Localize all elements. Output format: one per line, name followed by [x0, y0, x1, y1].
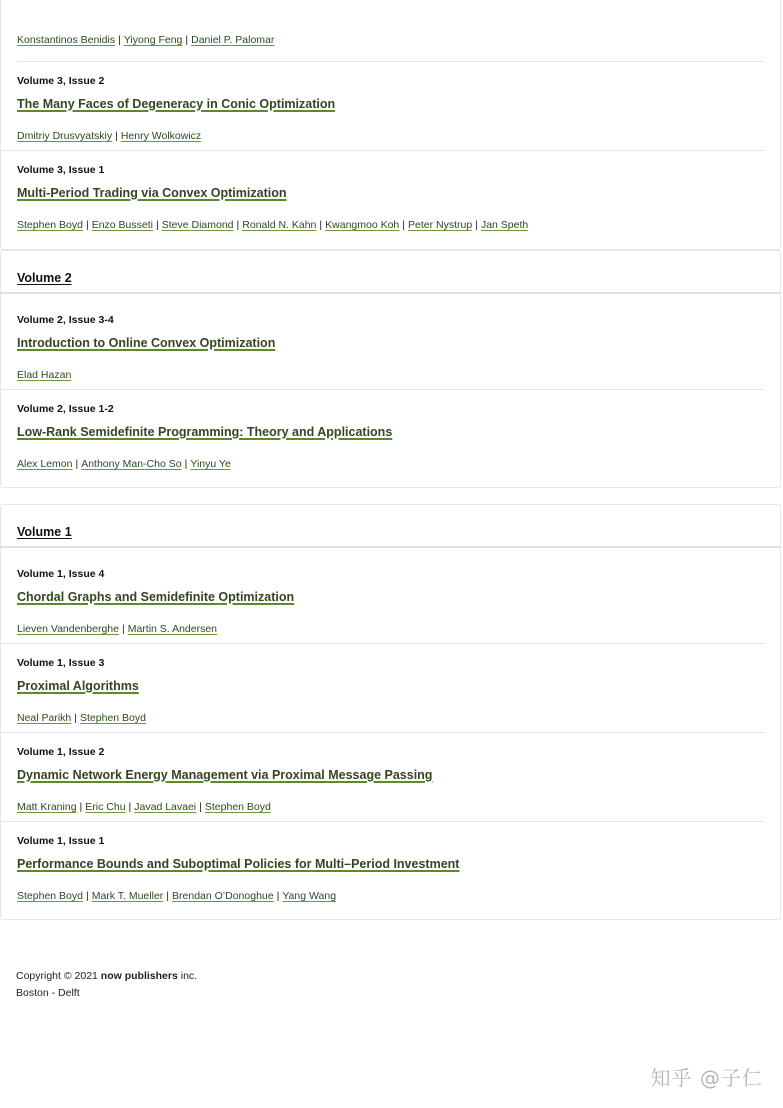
- author-link[interactable]: Stephen Boyd: [17, 219, 83, 231]
- copyright-prefix: Copyright © 2021: [16, 970, 101, 982]
- author-link[interactable]: Stephen Boyd: [17, 890, 83, 902]
- author-list: Neal Parikh | Stephen Boyd: [17, 712, 146, 724]
- author-link[interactable]: Peter Nystrup: [408, 219, 473, 231]
- author-link[interactable]: Ronald N. Kahn: [242, 219, 317, 231]
- author-list: Lieven Vandenberghe | Martin S. Andersen: [17, 623, 218, 635]
- article-title-link[interactable]: Dynamic Network Energy Management via Proximal Message Passing: [17, 768, 433, 782]
- publisher-name: now publishers: [100, 970, 178, 982]
- author-link[interactable]: Enzo Busseti: [91, 219, 153, 231]
- location-line: Boston - Delft: [16, 987, 80, 999]
- article-entry: [1, 151, 764, 240]
- author-link[interactable]: Alex Lemon: [17, 458, 73, 470]
- author-link[interactable]: Kwangmoo Koh: [325, 219, 400, 231]
- author-link[interactable]: Konstantinos Benidis: [17, 34, 116, 46]
- article-entry: [1, 390, 764, 479]
- article-title-link[interactable]: Low-Rank Semidefinite Programming: Theory and Applications: [17, 425, 393, 439]
- volume-header: [1, 505, 780, 548]
- author-link[interactable]: Yiyong Feng: [123, 34, 183, 46]
- volume-3-card: [0, 0, 781, 250]
- author-list: Alex Lemon | Anthony Man-Cho So | Yinyu Ye: [17, 458, 231, 470]
- author-list: Dmitriy Drusvyatskiy | Henry Wolkowicz: [17, 130, 202, 142]
- article-entry: [1, 555, 764, 644]
- copyright-suffix: inc.: [177, 970, 198, 982]
- copyright-line: [16, 968, 197, 985]
- issue-label: Volume 3, Issue 1: [17, 164, 105, 176]
- top-authors: Konstantinos Benidis | Yiyong Feng | Daniel P. Palomar: [17, 34, 275, 46]
- author-link[interactable]: Yinyu Ye: [190, 458, 231, 470]
- author-link[interactable]: Steve Diamond: [161, 219, 234, 231]
- article-title-link[interactable]: Introduction to Online Convex Optimization: [17, 336, 276, 350]
- article-title-link[interactable]: Multi-Period Trading via Convex Optimization: [17, 186, 287, 200]
- author-link[interactable]: Martin S. Andersen: [127, 623, 218, 635]
- volume-1-link[interactable]: Volume 1: [17, 525, 72, 539]
- article-title-link[interactable]: Proximal Algorithms: [17, 679, 139, 693]
- author-link[interactable]: Stephen Boyd: [204, 801, 271, 813]
- issue-label: Volume 2, Issue 1-2: [17, 403, 114, 415]
- author-link[interactable]: Matt Kraning: [17, 801, 77, 813]
- author-link[interactable]: Dmitriy Drusvyatskiy: [17, 130, 113, 142]
- author-list: Matt Kraning | Eric Chu | Javad Lavaei | Stephen Boyd: [17, 801, 271, 813]
- article-entry: [1, 822, 764, 911]
- author-link[interactable]: Daniel P. Palomar: [191, 34, 275, 46]
- issue-label: Volume 2, Issue 3-4: [17, 314, 114, 326]
- article-entry: [1, 733, 764, 822]
- author-link[interactable]: Jan Speth: [480, 219, 529, 231]
- volume-2-link[interactable]: Volume 2: [17, 271, 72, 285]
- article-title-link[interactable]: The Many Faces of Degeneracy in Conic Optimization: [17, 97, 336, 111]
- article-entry: [1, 644, 764, 733]
- issue-label: Volume 1, Issue 4: [17, 568, 105, 580]
- article-entry: [1, 301, 764, 390]
- volume-header: [1, 251, 780, 294]
- article-entry: [1, 62, 764, 151]
- issue-label: Volume 3, Issue 2: [17, 75, 105, 87]
- volume-2-card: [0, 250, 781, 488]
- author-list: [17, 369, 71, 381]
- author-link[interactable]: Stephen Boyd: [80, 712, 146, 724]
- author-link[interactable]: Lieven Vandenberghe: [17, 623, 119, 635]
- author-link[interactable]: Elad Hazan: [17, 369, 72, 381]
- author-list: Stephen Boyd | Mark T. Mueller | Brendan O’Donoghue | Yang Wang: [17, 890, 337, 902]
- author-link[interactable]: Neal Parikh: [17, 712, 72, 724]
- author-link[interactable]: Eric Chu: [85, 801, 126, 813]
- watermark: 知乎 @子仁: [650, 1066, 763, 1090]
- author-link[interactable]: Yang Wang: [282, 890, 337, 902]
- author-link[interactable]: Brendan O’Donoghue: [172, 890, 274, 902]
- volume-1-card: [0, 504, 781, 920]
- author-list: Stephen Boyd | Enzo Busseti | Steve Diamond | Ronald N. Kahn | Kwangmoo Koh | Peter Nystrup | Jan Speth: [17, 219, 529, 231]
- author-link[interactable]: Anthony Man-Cho So: [81, 458, 182, 470]
- issue-label: Volume 1, Issue 1: [17, 835, 105, 847]
- author-link[interactable]: Mark T. Mueller: [91, 890, 164, 902]
- issue-label: Volume 1, Issue 3: [17, 657, 105, 669]
- article-title-link[interactable]: Performance Bounds and Suboptimal Policies for Multi–Period Investment: [17, 857, 460, 871]
- issue-label: Volume 1, Issue 2: [17, 746, 105, 758]
- article-title-link[interactable]: Chordal Graphs and Semidefinite Optimization: [17, 590, 295, 604]
- author-link[interactable]: Henry Wolkowicz: [120, 130, 202, 142]
- author-link[interactable]: Javad Lavaei: [134, 801, 197, 813]
- footer: [16, 968, 197, 1002]
